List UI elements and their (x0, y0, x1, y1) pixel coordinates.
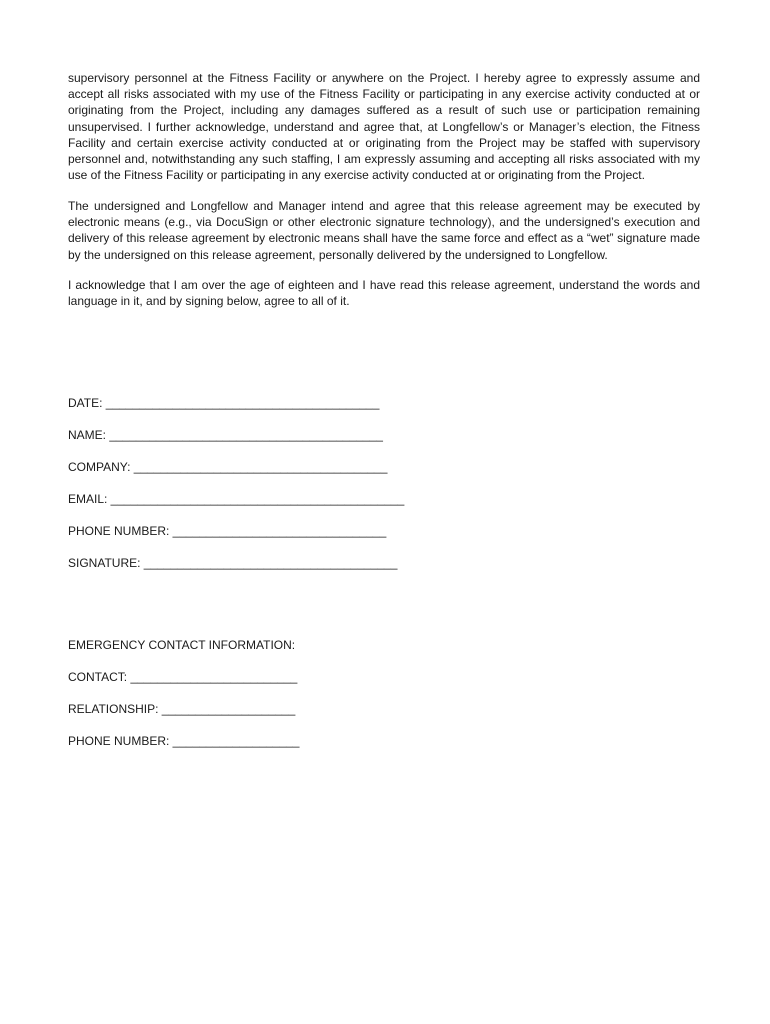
risk-assumption-paragraph: supervisory personnel at the Fitness Facility or anywhere on the Project. I hereby agree to expressly assume and accept all risks associated with my use of the Fitness Facility or participating in any exercise activity conducted at or originating from the Project, including any damages suffered as a result of such use or participation remaining unsupervised. I further acknowledge, understand and agree that, at Longfellow’s or Manager’s election, the Fitness Facility and certain exercise activity conducted at or originating from the Project may be staffed with supervisory personnel and, notwithstanding any such staffing, I am expressly assuming and accepting all risks associated with my use of the Fitness Facility or participating in any exercise activity conducted at or originating from the Project. (68, 71, 700, 183)
emergency-contact-field[interactable]: CONTACT: _________________________ (68, 670, 298, 684)
signature-field[interactable]: SIGNATURE: ______________________________________ (68, 556, 398, 570)
signature-block (68, 395, 404, 587)
name-field[interactable]: NAME: _________________________________________ (68, 428, 383, 442)
release-agreement-body (68, 70, 700, 324)
date-field[interactable]: DATE: _________________________________________ (68, 396, 380, 410)
acknowledgement-paragraph: I acknowledge that I am over the age of eighteen and I have read this release agreement, understand the words and language in it, and by signing below, agree to all of it. (68, 278, 700, 309)
emergency-contact-heading: EMERGENCY CONTACT INFORMATION: (68, 638, 296, 652)
company-field[interactable]: COMPANY: ______________________________________ (68, 460, 388, 474)
emergency-relationship-field[interactable]: RELATIONSHIP: ____________________ (68, 702, 296, 716)
email-field[interactable]: EMAIL: ____________________________________________ (68, 492, 405, 506)
emergency-phone-number-field[interactable]: PHONE NUMBER: ___________________ (68, 734, 300, 748)
emergency-contact-block (68, 637, 299, 765)
electronic-signature-paragraph: The undersigned and Longfellow and Manager intend and agree that this release agreement may be executed by electronic means (e.g., via DocuSign or other electronic signature technology), and the undersigned’s execution and delivery of this release agreement by electronic means shall have the same force and effect as a “wet” signature made by the undersigned on this release agreement, personally delivered by the undersigned to Longfellow. (68, 198, 700, 262)
phone-number-field[interactable]: PHONE NUMBER: ________________________________ (68, 524, 387, 538)
